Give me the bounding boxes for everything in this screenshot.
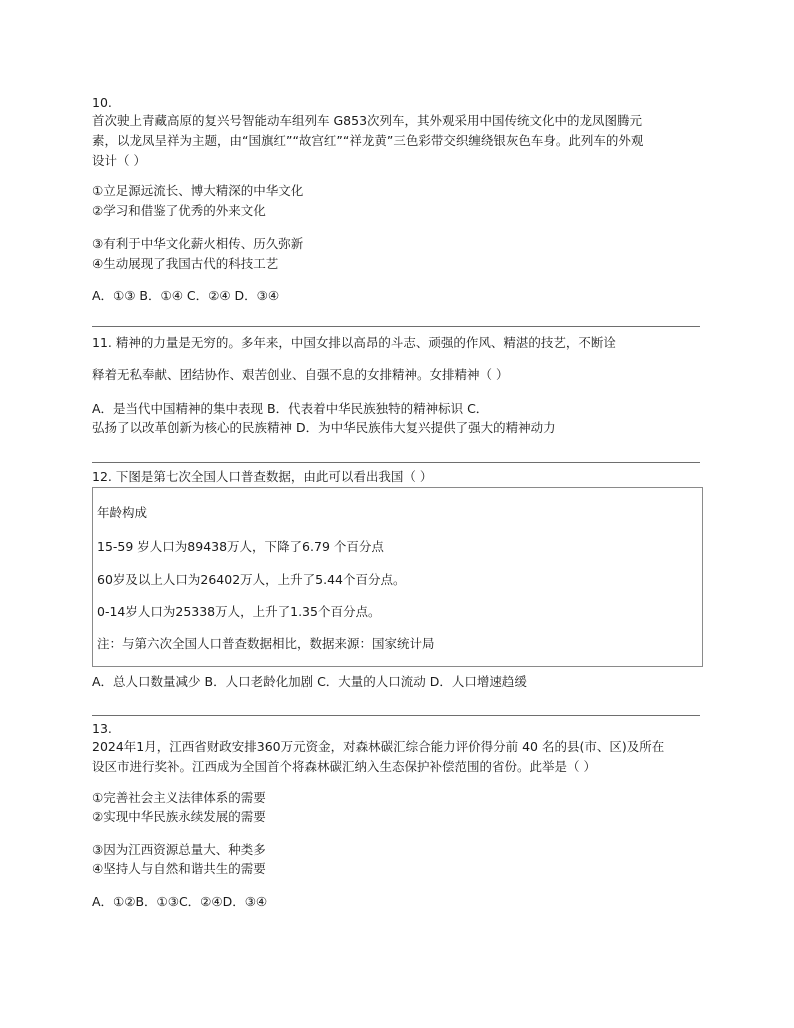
data-box [92,487,703,667]
question-stem-line: 素，以龙凤呈祥为主题，由“国旗红”“故宫红”“祥龙黄”三色彩带交织缠绕银灰色车身。此列车的外观 [92,133,644,148]
question-stem-line: 首次驶上青藏高原的复兴号智能动车组列车 G853次列车，其外观采用中国传统文化中的龙凤图腾元 [92,113,643,128]
box-line: 60岁及以上人口为26402万人，上升了5.44个百分点。 [97,572,406,587]
statement: ④坚持人与自然和谐共生的需要 [92,861,266,876]
box-heading: 年龄构成 [97,505,148,520]
question-number: 13. [92,721,112,736]
answer-options: A．①③ B．①④ C．②④ D．③④ [92,288,280,303]
answer-options-line: 弘扬了以改革创新为核心的民族精神 D．为中华民族伟大复兴提供了强大的精神动力 [92,420,556,435]
answer-options: A．总人口数量减少 B．人口老龄化加剧 C．大量的人口流动 D．人口增速趋缓 [92,674,527,689]
question-stem-line: 设区市进行奖补。江西成为全国首个将森林碳汇纳入生态保护补偿范围的省份。此举是（ ） [92,759,596,774]
question-stem-line: 2024年1月，江西省财政安排360万元资金，对森林碳汇综合能力评价得分前 40 名的县(市、区)及所在 [92,739,665,754]
question-number: 10. [92,95,112,110]
question-stem-line: 11. 精神的力量是无穷的。多年来，中国女排以高昂的斗志、顽强的作风、精湛的技艺，不断诠 [92,335,616,350]
statement: ③因为江西资源总量大、种类多 [92,842,266,857]
statement: ①完善社会主义法律体系的需要 [92,790,266,805]
box-line: 15-59 岁人口为89438万人，下降了6.79 个百分点 [97,539,384,554]
answer-options-line: A．是当代中国精神的集中表现 B．代表着中华民族独特的精神标识 C． [92,401,489,416]
divider [92,462,700,463]
statement: ②实现中华民族永续发展的需要 [92,809,266,824]
statement: ③有利于中华文化薪火相传、历久弥新 [92,236,304,251]
statement: ②学习和借鉴了优秀的外来文化 [92,203,266,218]
question-stem-line: 设计（ ） [92,153,146,168]
statement: ④生动展现了我国古代的科技工艺 [92,256,279,271]
question-stem-line: 释着无私奉献、团结协作、艰苦创业、自强不息的女排精神。女排精神（ ） [92,367,509,382]
question-stem: 12. 下图是第七次全国人口普查数据，由此可以看出我国（ ） [92,469,433,484]
divider [92,715,700,716]
divider [92,326,700,327]
answer-options: A．①②B．①③C．②④D．③④ [92,894,268,909]
box-line: 0-14岁人口为25338万人，上升了1.35个百分点。 [97,604,381,619]
box-note: 注：与第六次全国人口普查数据相比，数据来源：国家统计局 [97,636,435,651]
statement: ①立足源远流长、博大精深的中华文化 [92,183,304,198]
